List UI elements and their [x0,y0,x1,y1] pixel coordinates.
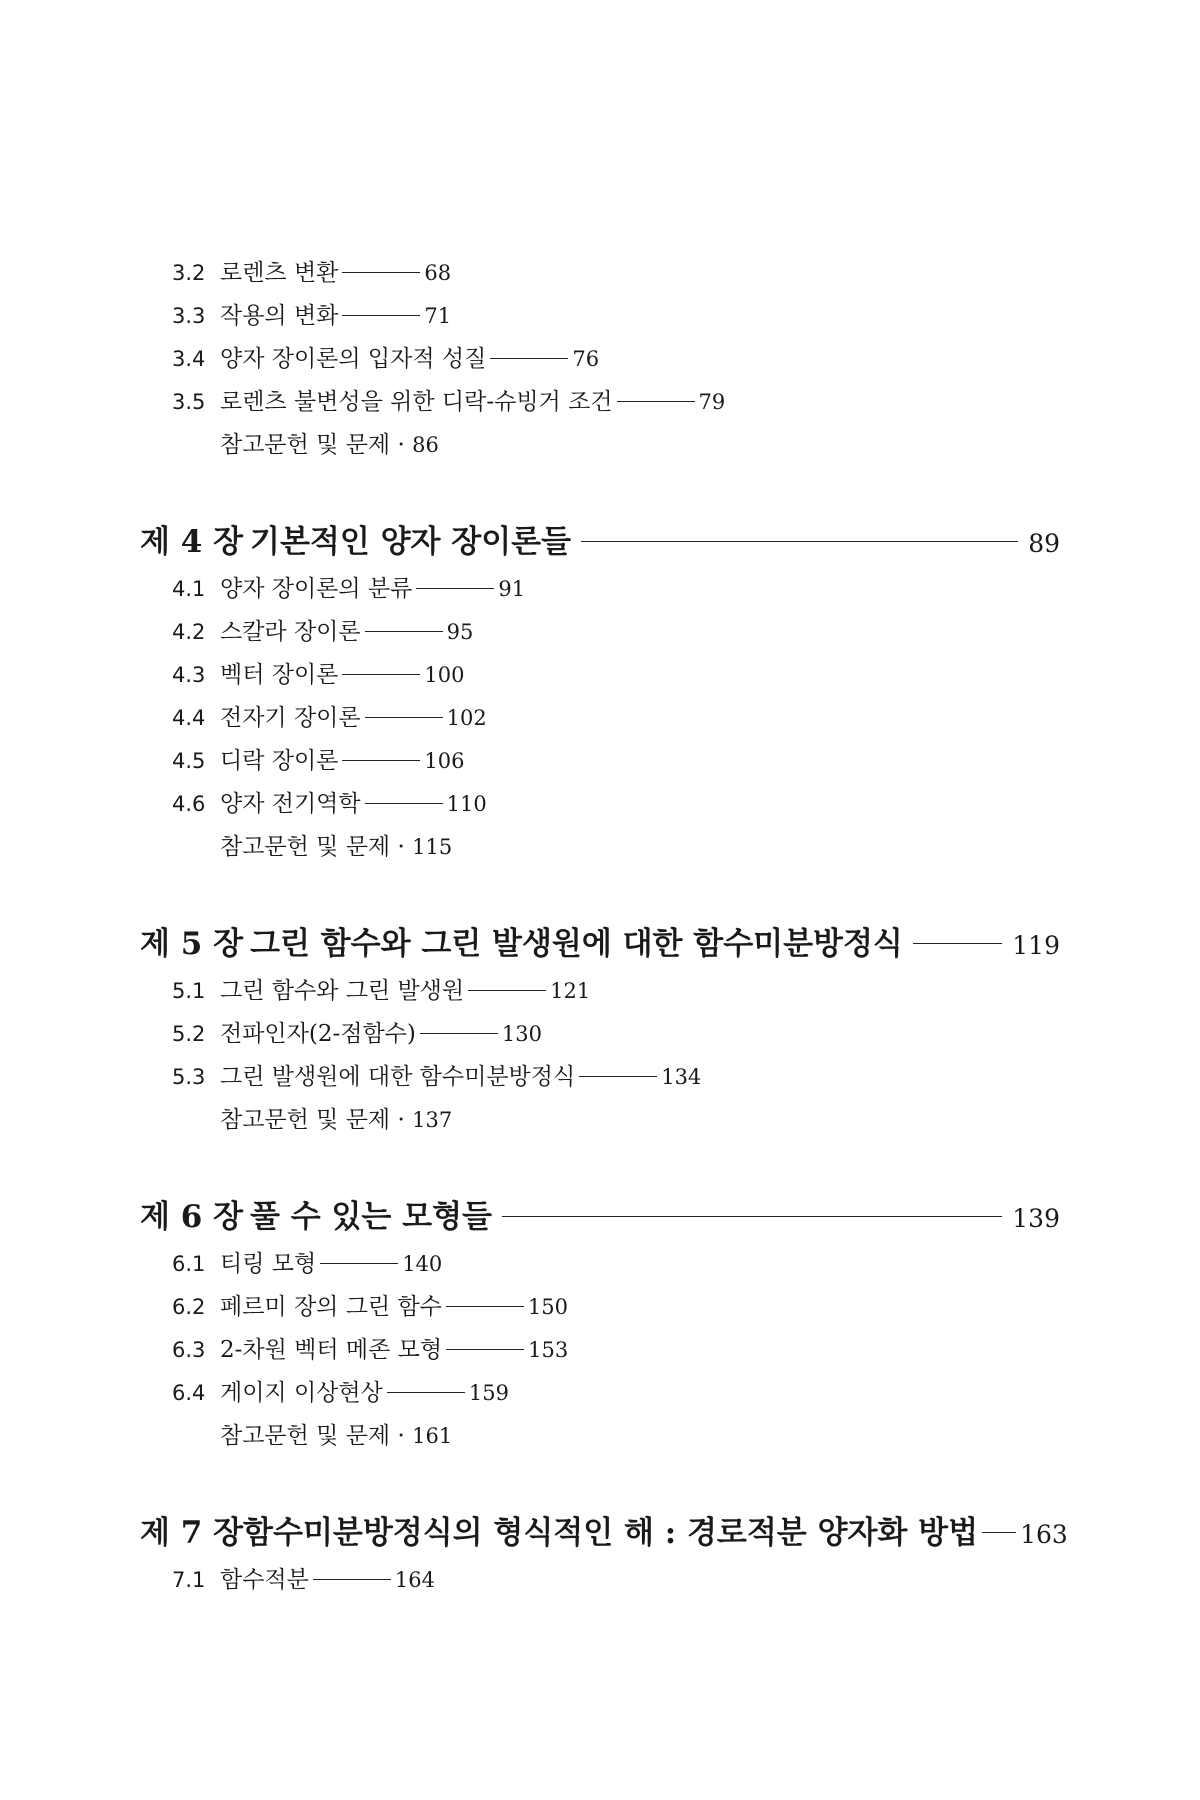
leader-line [581,541,1018,542]
section-number: 4.1 [172,577,206,601]
section-title: 2-차원 벡터 메존 모형 [220,1337,443,1363]
references-label: 참고문헌 및 문제 · [220,834,405,860]
leader-line [468,990,546,991]
section-entry [140,254,1060,297]
table-of-contents [140,254,1068,1604]
references-label: 참고문헌 및 문제 · [220,432,405,458]
chapter-heading [140,918,1060,970]
leader-line [913,943,1002,944]
section-title: 전자기 장이론 [220,705,361,731]
section-page-number: 153 [528,1338,569,1362]
section-entry [140,383,1060,426]
section-page-number: 95 [446,620,474,644]
section-entry [140,1331,1060,1374]
chapter-block [140,918,1060,1144]
section-entry [140,570,1060,613]
section-number: 6.1 [172,1252,206,1276]
section-entry [140,1058,1060,1101]
section-entry [140,972,1060,1015]
section-page-number: 150 [527,1295,568,1319]
section-number: 7.1 [172,1568,206,1592]
leader-line [446,1349,524,1350]
leader-line [420,1033,498,1034]
references-label: 참고문헌 및 문제 · [220,1107,405,1133]
section-title: 티링 모형 [220,1251,317,1277]
section-number: 3.4 [172,347,206,371]
section-entry [140,1015,1060,1058]
section-title: 벡터 장이론 [220,662,339,688]
section-title: 그린 발생원에 대한 함수미분방정식 [220,1064,576,1090]
leader-line [365,631,443,632]
section-entry [140,656,1060,699]
section-list [140,972,1060,1144]
chapter-page-number: 139 [1012,1204,1060,1233]
section-number: 4.6 [172,792,206,816]
references-entry [140,426,1060,469]
section-entry [140,742,1060,785]
section-title: 디락 장이론 [220,748,339,774]
section-page-number: 71 [424,304,452,328]
section-entry [140,297,1060,340]
leader-line [387,1392,465,1393]
references-page-number: 115 [412,835,453,859]
section-title: 함수적분 [220,1567,309,1593]
leader-line [320,1263,398,1264]
section-entry [140,1374,1060,1417]
leader-line [342,272,420,273]
chapter-title: 풀 수 있는 모형들 [250,1199,492,1235]
leader-line [416,588,494,589]
section-entry [140,699,1060,742]
chapter-label: 제 6 장 [140,1199,244,1235]
section-number: 4.2 [172,620,206,644]
chapter-block [140,1507,1068,1604]
section-title: 작용의 변화 [220,303,339,329]
references-entry [140,1417,1060,1460]
section-title: 로렌츠 불변성을 위한 디락-슈빙거 조건 [220,389,613,415]
section-number: 3.5 [172,390,206,414]
leader-line [365,803,443,804]
leader-line [579,1076,657,1077]
section-number: 6.3 [172,1338,206,1362]
leader-line [490,358,568,359]
section-number: 6.2 [172,1295,206,1319]
section-entry [140,1561,1060,1604]
section-list [140,1561,1060,1604]
section-number: 3.3 [172,304,206,328]
section-entry [140,340,1060,383]
section-page-number: 79 [698,390,726,414]
chapter-page-number: 163 [1020,1520,1068,1549]
chapter-block [140,1191,1060,1460]
leader-line [617,401,695,402]
section-page-number: 76 [572,347,600,371]
chapter-title: 그린 함수와 그린 발생원에 대한 함수미분방정식 [250,926,903,962]
section-page-number: 68 [424,261,452,285]
references-page-number: 137 [412,1108,453,1132]
chapter-heading [140,516,1060,568]
chapter-list [140,516,1068,1604]
references-entry [140,1101,1060,1144]
leader-line [446,1306,524,1307]
chapter-heading [140,1507,1068,1559]
section-title: 양자 전기역학 [220,791,361,817]
section-title: 그린 함수와 그린 발생원 [220,978,465,1004]
section-list [140,570,1060,871]
section-page-number: 140 [402,1252,443,1276]
section-entry [140,785,1060,828]
section-page-number: 134 [661,1065,702,1089]
section-title: 스칼라 장이론 [220,619,361,645]
leader-line [982,1532,1016,1533]
section-page-number: 106 [424,749,465,773]
section-title: 로렌츠 변환 [220,260,339,286]
chapter-title: 함수미분방정식의 형식적인 해 : 경로적분 양자화 방법 [243,1515,979,1551]
section-page-number: 130 [501,1022,542,1046]
section-entry [140,1245,1060,1288]
references-label: 참고문헌 및 문제 · [220,1423,405,1449]
leader-line [342,760,420,761]
leader-line [502,1216,1002,1217]
references-entry [140,828,1060,871]
section-number: 4.3 [172,663,206,687]
chapter-label: 제 4 장 [140,524,244,560]
section-number: 5.1 [172,979,206,1003]
section-page-number: 164 [394,1568,435,1592]
section-entry [140,1288,1060,1331]
section-title: 게이지 이상현상 [220,1380,383,1406]
section-page-number: 110 [446,792,487,816]
chapter-title: 기본적인 양자 장이론들 [250,524,572,560]
chapter-label: 제 7 장 [140,1515,244,1551]
section-title: 양자 장이론의 분류 [220,576,413,602]
leader-line [342,315,420,316]
lead-section-list [140,254,1060,469]
references-page-number: 86 [412,433,439,457]
section-page-number: 121 [550,979,591,1003]
section-page-number: 91 [498,577,526,601]
section-title: 페르미 장의 그린 함수 [220,1294,442,1320]
leader-line [365,717,443,718]
chapter-label: 제 5 장 [140,926,244,962]
section-number: 4.5 [172,749,206,773]
section-title: 양자 장이론의 입자적 성질 [220,346,487,372]
section-page-number: 102 [446,706,487,730]
chapter-page-number: 119 [1012,931,1060,960]
references-page-number: 161 [412,1424,453,1448]
section-number: 5.3 [172,1065,206,1089]
section-title: 전파인자(2-점함수) [220,1021,416,1047]
section-number: 3.2 [172,261,206,285]
chapter-block [140,516,1060,871]
chapter-heading [140,1191,1060,1243]
section-number: 6.4 [172,1381,206,1405]
section-entry [140,613,1060,656]
leader-line [313,1579,391,1580]
section-page-number: 100 [424,663,465,687]
chapter-page-number: 89 [1028,529,1060,558]
section-list [140,1245,1060,1460]
section-page-number: 159 [468,1381,509,1405]
section-number: 5.2 [172,1022,206,1046]
section-number: 4.4 [172,706,206,730]
leader-line [342,674,420,675]
